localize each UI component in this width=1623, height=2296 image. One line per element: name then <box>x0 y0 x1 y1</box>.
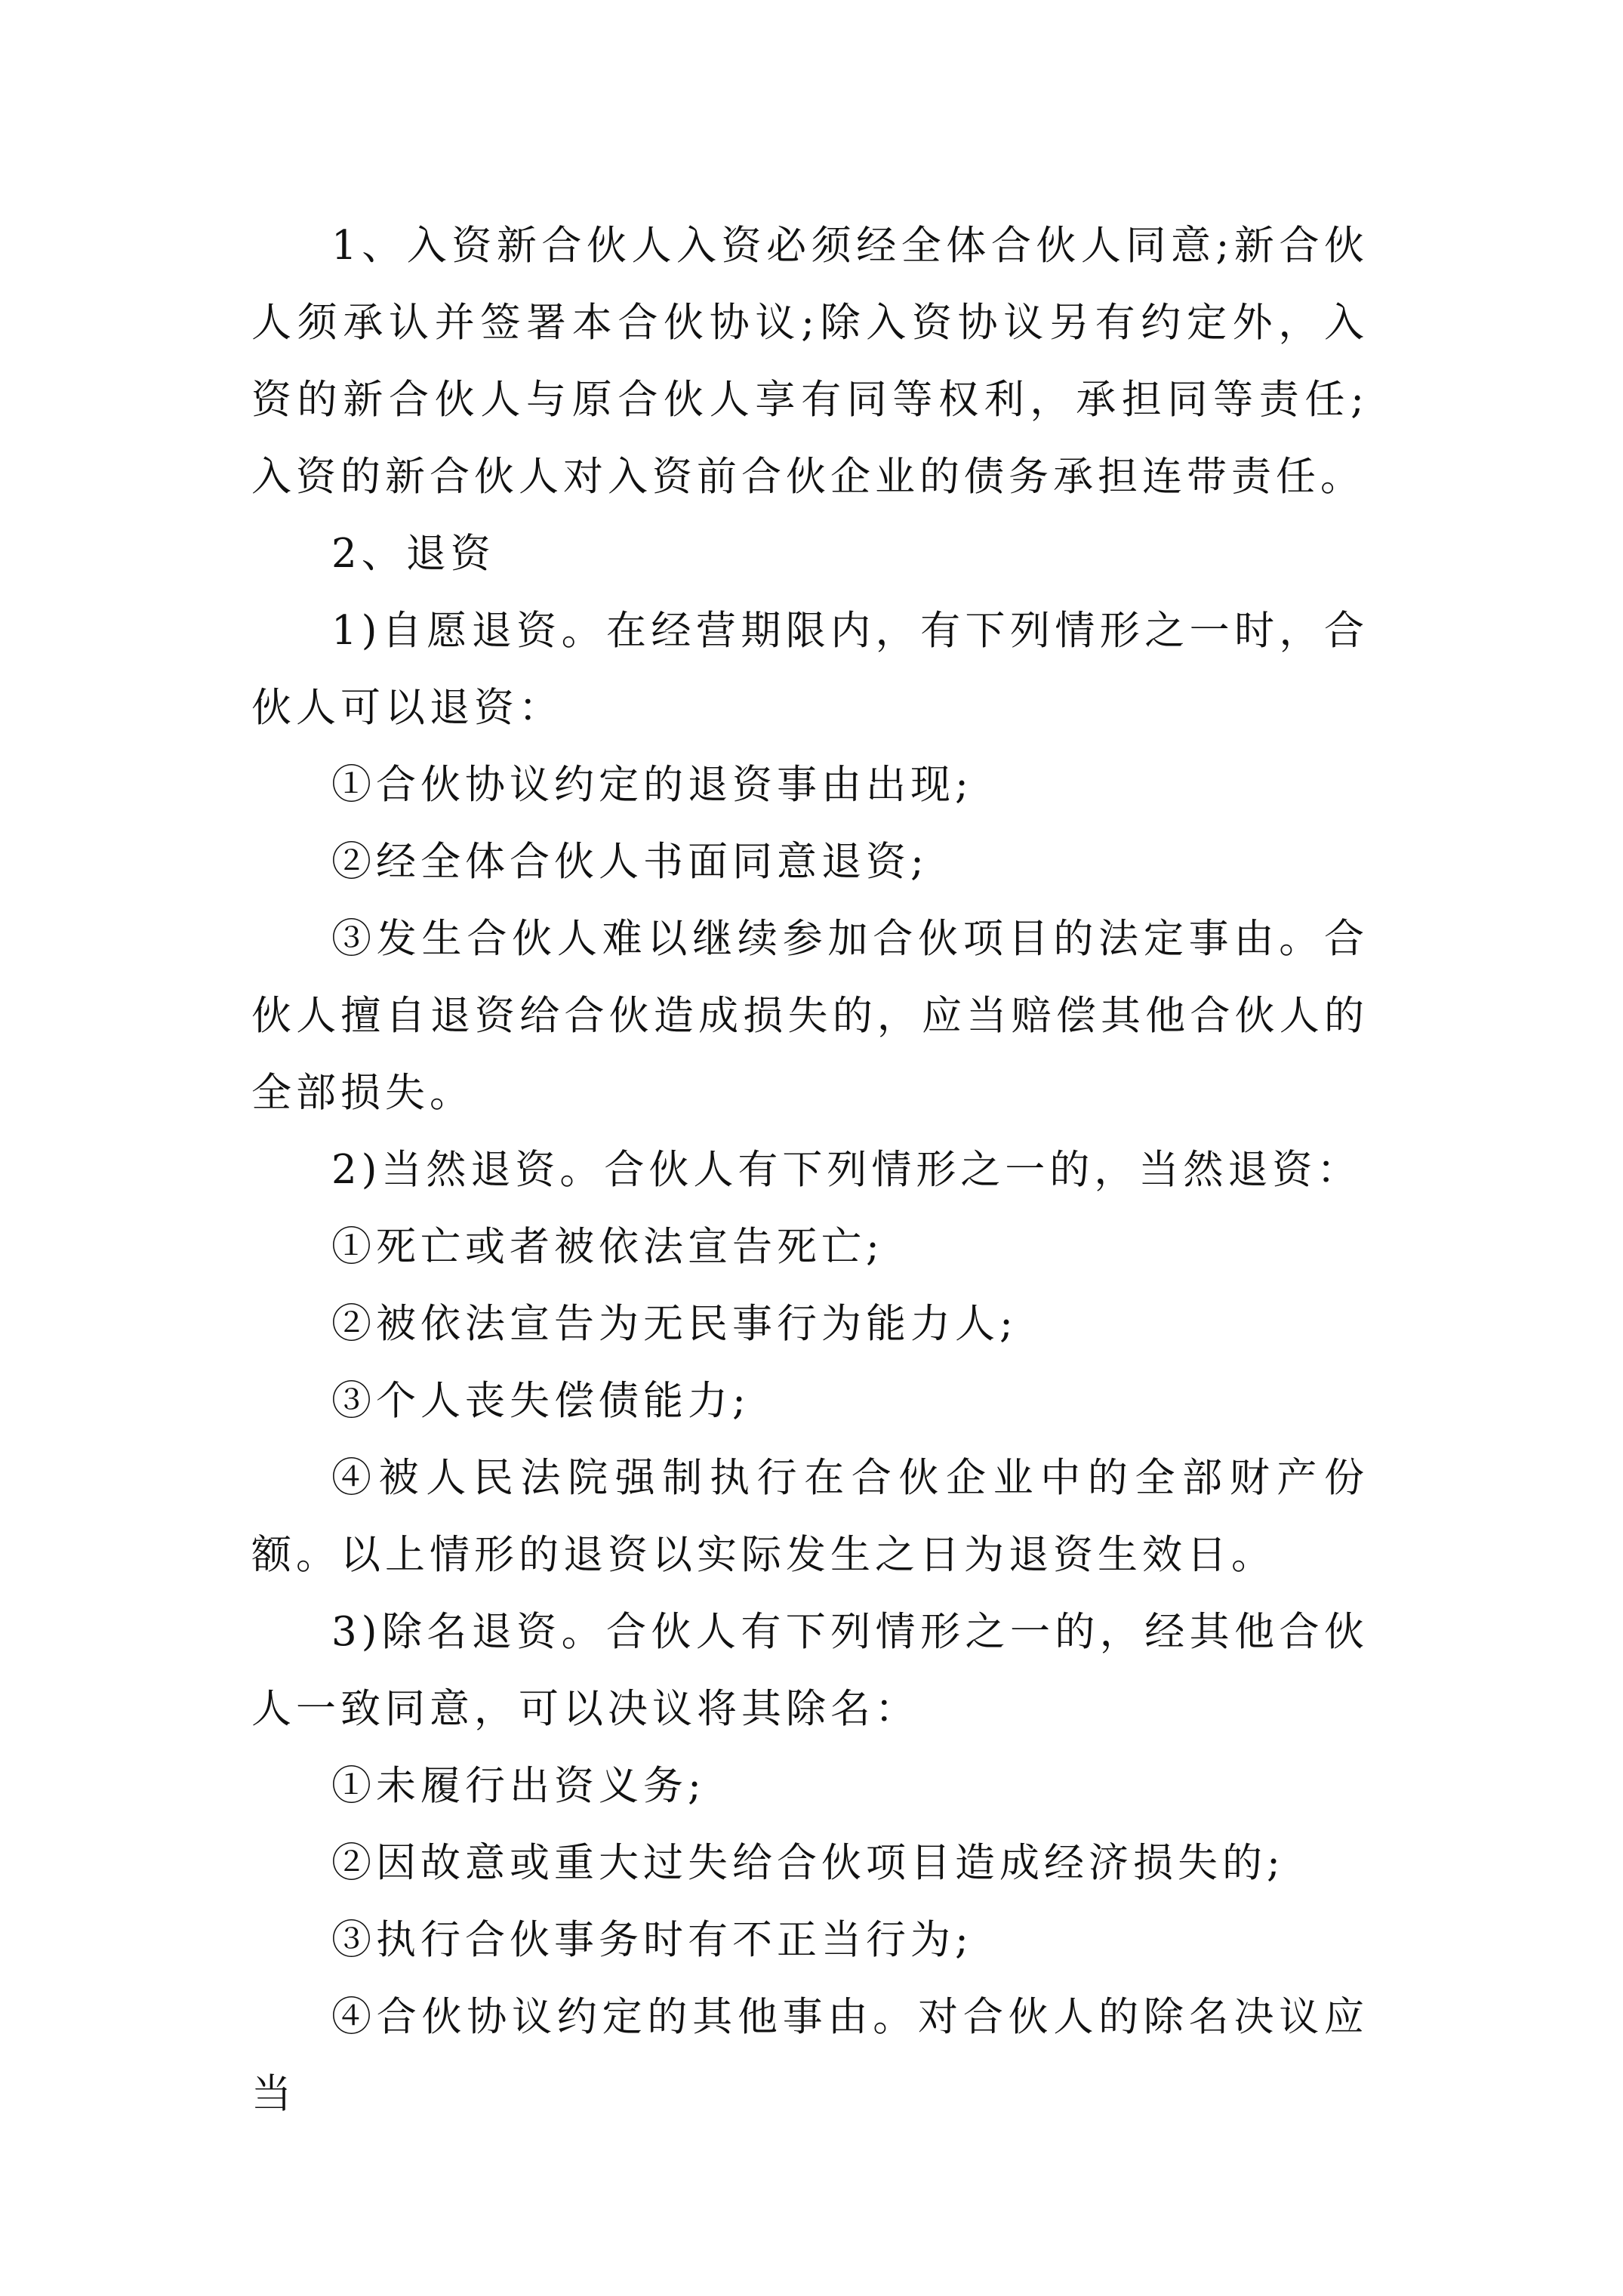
paragraph-admission: 1、入资新合伙人入资必须经全体合伙人同意;新合伙人须承认并签署本合伙协议;除入资协议另有约定外，入资的新合伙人与原合伙人享有同等权利，承担同等责任;入资的新合伙人对入资前合伙企业的债务承担连带责任。 <box>251 223 1369 500</box>
paragraph-expulsion-item-3: ③执行合伙事务时有不正当行为; <box>331 1917 973 1963</box>
paragraph-expulsion-item-2: ②因故意或重大过失给合伙项目造成经济损失的; <box>331 1840 1285 1886</box>
paragraph-withdrawal-heading: 2、退资 <box>331 531 495 577</box>
paragraph-expulsion-withdrawal: 3)除名退资。合伙人有下列情形之一的，经其他合伙人一致同意，可以决议将其除名： <box>251 1609 1369 1732</box>
paragraph-expulsion-item-1: ①未履行出资义务; <box>331 1763 706 1809</box>
paragraph-voluntary-item-2: ②经全体合伙人书面同意退资; <box>331 839 929 885</box>
paragraph-voluntary-withdrawal: 1)自愿退资。在经营期限内，有下列情形之一时，合伙人可以退资： <box>251 608 1369 731</box>
paragraph-voluntary-item-1: ①合伙协议约定的退资事由出现; <box>331 762 973 808</box>
paragraph-automatic-item-1: ①死亡或者被依法宣告死亡; <box>331 1224 884 1270</box>
document-body <box>251 208 1369 2133</box>
paragraph-expulsion-item-4: ④合伙协议约定的其他事由。对合伙人的除名决议应当 <box>251 1994 1369 2117</box>
paragraph-automatic-withdrawal: 2)当然退资。合伙人有下列情形之一的，当然退资： <box>331 1147 1362 1193</box>
paragraph-automatic-item-3: ③个人丧失偿债能力; <box>331 1378 750 1424</box>
paragraph-automatic-item-4: ④被人民法院强制执行在合伙企业中的全部财产份额。以上情形的退资以实际发生之日为退资生效日。 <box>251 1455 1369 1578</box>
paragraph-voluntary-item-3: ③发生合伙人难以继续参加合伙项目的法定事由。合伙人擅自退资给合伙造成损失的，应当赔偿其他合伙人的全部损失。 <box>251 916 1369 1116</box>
paragraph-automatic-item-2: ②被依法宣告为无民事行为能力人; <box>331 1301 1018 1347</box>
